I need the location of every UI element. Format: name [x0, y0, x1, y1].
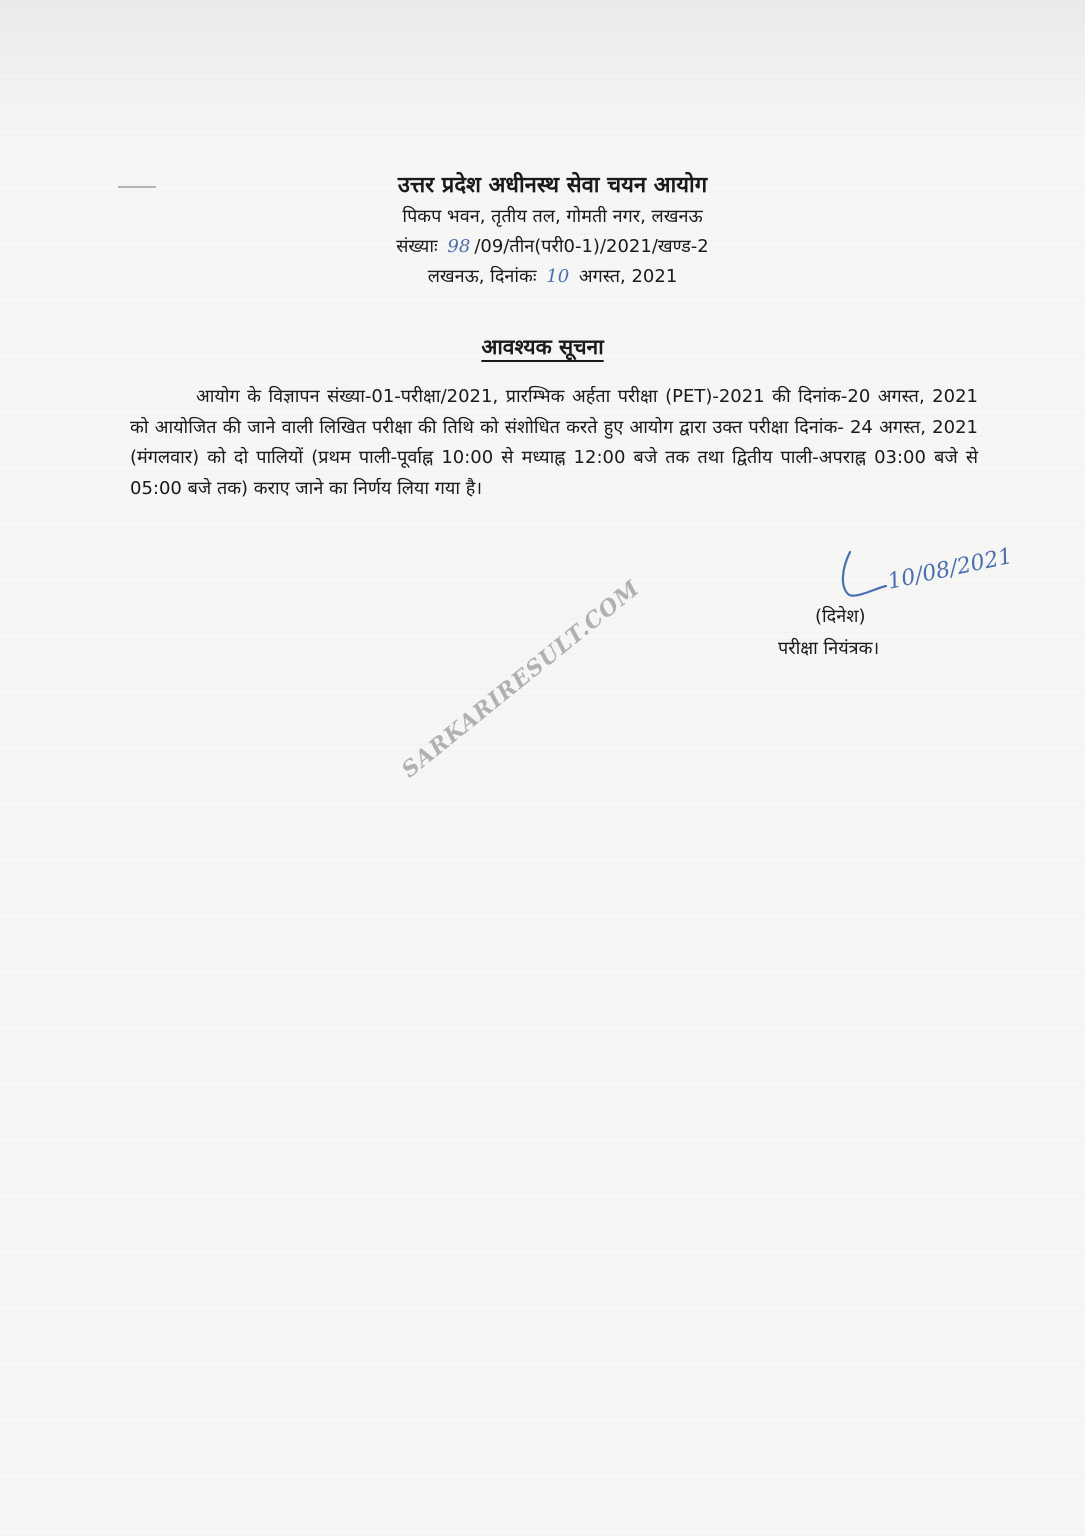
organization-name: उत्तर प्रदेश अधीनस्थ सेवा चयन आयोग [397, 173, 708, 198]
date-suffix: अगस्त, 2021 [578, 266, 678, 287]
reference-handwritten-number: 98 [447, 236, 471, 257]
letterhead [300, 170, 805, 292]
date-prefix: लखनऊ, दिनांकः [427, 266, 537, 287]
organization-address: पिकप भवन, तृतीय तल, गोमती नगर, लखनऊ [402, 206, 703, 227]
scan-shading [0, 0, 1085, 140]
reference-prefix: संख्याः [396, 236, 438, 257]
reference-suffix: /09/तीन(परी0-1)/2021/खण्ड-2 [474, 236, 709, 257]
date-handwritten-day: 10 [546, 266, 570, 287]
scan-mark [118, 186, 156, 188]
reference-number [300, 232, 805, 262]
notice-title [0, 333, 1085, 361]
notice-title-text: आवश्यक सूचना [481, 335, 604, 359]
signer-name: (दिनेश) [815, 606, 866, 627]
watermark: SARKARIRESULT.COM [396, 575, 645, 784]
issue-date [300, 262, 805, 292]
signature-date: 10/08/2021 [885, 543, 1015, 595]
notice-body: आयोग के विज्ञापन संख्या-01-परीक्षा/2021, प्रारम्भिक अर्हता परीक्षा (PET)-2021 की दिनांक-20 अगस्त, 2021 को आयोजित की जाने वाली लिखित परीक्षा की तिथि को संशोधित करते हुए आयोग द्वारा उक्त परीक्षा दिनांक- 24 अगस्त, 2021 (मंगलवार) को दो पालियों (प्रथम पाली-पूर्वाह्न 10:00 से मध्याह्न 12:00 बजे तक तथा द्वितीय पाली-अपराह्न 03:00 बजे से 05:00 बजे तक) कराए जाने का निर्णय लिया गया है। [130, 386, 978, 499]
signer-designation: परीक्षा नियंत्रक। [778, 638, 880, 659]
